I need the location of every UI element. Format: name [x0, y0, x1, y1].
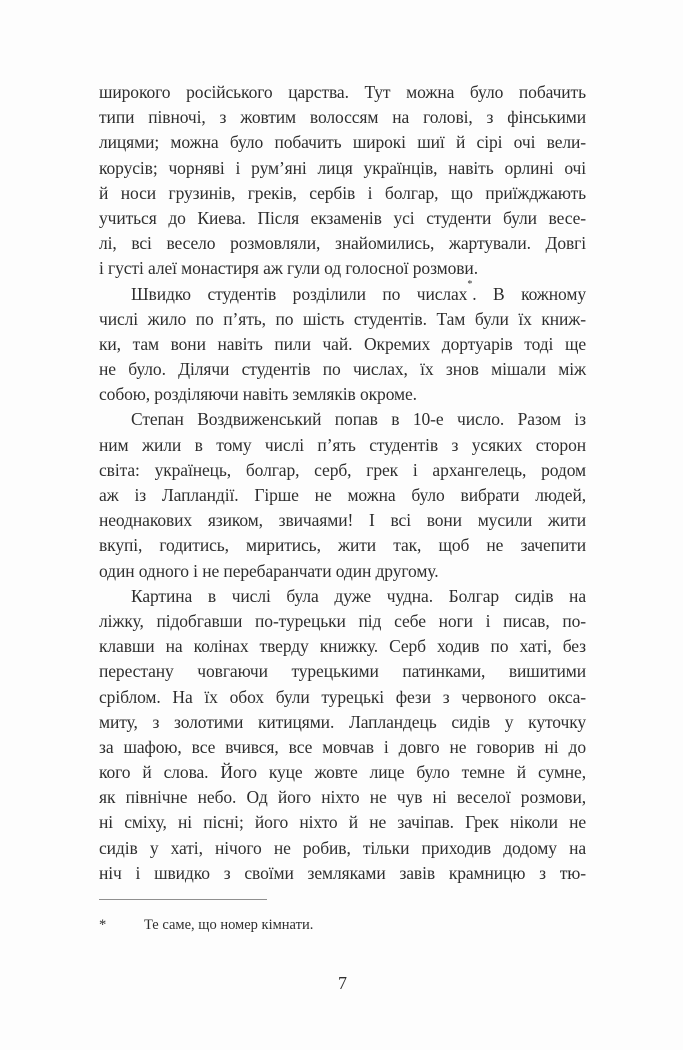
text-line: аж із Лапландії. Гірше не можна було вибрати людей,	[99, 485, 586, 505]
text-segment: Швидко студентів розділили по числах	[131, 283, 468, 304]
text-line: ліжку, підобгавши по-турецьки під себе ноги і писав, по-	[99, 610, 586, 631]
footnote-marker: *	[99, 917, 107, 933]
text-line: миту, з золотими китицями. Лапландець сидів у куточку	[99, 711, 586, 732]
text-line: перестану човгаючи турецькими патинками, вишитими	[99, 661, 586, 682]
text-line: широкого російського царства. Тут можна було побачить	[99, 82, 586, 102]
text-line: собою, розділяючи навіть земляків окроме.	[99, 384, 417, 405]
footnote	[99, 899, 586, 935]
paragraph	[99, 80, 586, 282]
text-line: кого й слова. Його куце жовте лице було темне й сумне,	[99, 762, 586, 783]
footnote-rule	[99, 899, 267, 900]
text-line: й носи грузинів, греків, сербів і болгар, що приїжджають	[99, 182, 586, 203]
text-line: учиться до Киева. Після екзаменів усі студенти були весе-	[99, 207, 586, 228]
text-line: ним жили в тому числі п’ять студентів з усяких сторон	[99, 434, 586, 455]
text-line: корусів; чорняві і рум’яні лиця українців, навіть орлині очі	[99, 157, 586, 178]
paragraph	[99, 584, 586, 886]
text-line: ніч і швидко з своїми земляками завів крамницю з тю-	[99, 862, 586, 883]
text-line: сріблом. На їх обох були турецькі фези з червоного окса-	[99, 686, 586, 707]
text-line: світа: українець, болгар, серб, грек і архангелець, родом	[99, 459, 586, 480]
text-line: і густі алеї монастиря аж гули од голосної розмови.	[99, 258, 478, 279]
text-line: числі жило по п’ять, по шість студентів. Там були їх книж-	[99, 308, 586, 329]
footnote-reference: *	[467, 278, 473, 290]
page-text	[99, 80, 586, 886]
footnote-text: Те саме, що номер кімнати.	[144, 917, 314, 933]
text-line: не було. Ділячи студентів по числах, їх знов мішали між	[99, 359, 586, 380]
paragraph	[99, 407, 586, 583]
text-line: Картина в числі була дуже чудна. Болгар сидів на	[131, 585, 586, 606]
text-line: Степан Воздвиженський попав в 10-е число. Разом із	[131, 409, 586, 430]
text-line: за шафою, все вчився, все мовчав і довго не говорив ні до	[99, 736, 586, 757]
text-segment: . В кожному	[472, 283, 586, 304]
page-number: 7	[338, 973, 347, 993]
text-line: один одного і не перебаранчати один другому.	[99, 560, 439, 581]
paragraph	[99, 278, 586, 408]
text-line: ні сміху, ні пісні; його ніхто й не зачіпав. Грек ніколи не	[99, 812, 586, 833]
text-line: клавши на колінах тверду книжку. Серб ходив по хаті, без	[99, 636, 586, 657]
text-line: вкупі, годитись, миритись, жити так, щоб не зачепити	[99, 535, 586, 556]
text-line: ки, там вони навіть пили чай. Окремих дортуарів тоді ще	[99, 333, 586, 354]
text-line: лі, всі весело розмовляли, знайомились, жартували. Довгі	[99, 233, 586, 254]
text-line	[99, 278, 586, 307]
text-line: типи півночі, з жовтим волоссям на голові, з фінськими	[99, 107, 586, 128]
text-line: сидів у хаті, нічого не робив, тільки приходив додому на	[99, 837, 586, 858]
text-line: неоднакових язиком, звичаями! І всі вони мусили жити	[99, 510, 586, 531]
text-line: лицями; можна було побачить широкі шиї й сірі очі вели-	[99, 132, 586, 153]
text-line: як північне небо. Од його ніхто не чув ні веселої розмови,	[99, 787, 586, 808]
footnote-body	[99, 915, 586, 935]
